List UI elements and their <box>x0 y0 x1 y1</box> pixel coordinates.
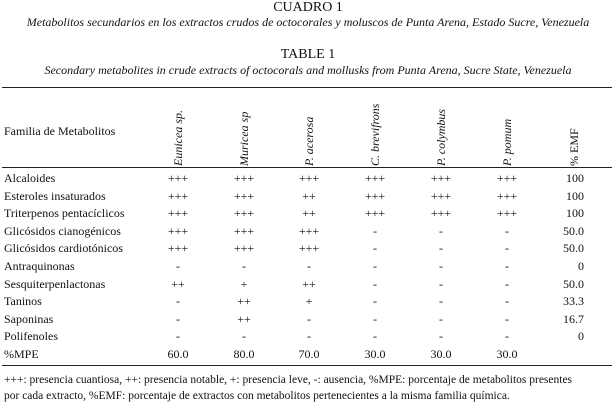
table-cell: +++ <box>496 206 518 221</box>
table-cell: ++ <box>237 311 251 326</box>
table-cell: +++ <box>430 171 452 185</box>
column-header-emf: % EMF <box>567 128 581 166</box>
table-cell: + <box>305 294 313 309</box>
table-cell: - <box>373 329 377 344</box>
mpe-row-label: %MPE <box>4 347 39 361</box>
table-cell: - <box>439 294 443 309</box>
table-cell: - <box>242 329 246 344</box>
emf-cell: 33.3 <box>563 294 584 309</box>
table-cell: + <box>240 276 248 291</box>
table-top-rule <box>2 87 612 88</box>
emf-cell: 16.7 <box>563 311 584 326</box>
table-cell: - <box>373 276 377 291</box>
column-header-p-colymbus: P. colymbus <box>434 108 448 166</box>
emf-cell: 0 <box>578 259 584 273</box>
column-header-p-acerosa: P. acerosa <box>302 116 316 166</box>
table-cell: - <box>505 241 509 256</box>
header-bottom-rule <box>2 167 612 168</box>
table-cell: +++ <box>233 206 255 221</box>
emf-cell: 0 <box>578 329 584 344</box>
table-cell: +++ <box>167 206 189 221</box>
table-cell: +++ <box>167 241 189 256</box>
row-label: Antraquinonas <box>4 259 75 273</box>
table-cell: - <box>176 311 180 326</box>
table-cell: +++ <box>364 171 386 185</box>
table-cell: +++ <box>496 171 518 185</box>
table-cell: ++ <box>237 294 251 309</box>
table-cell: - <box>439 223 443 238</box>
mpe-cell: 30.0 <box>364 347 386 361</box>
table-cell: +++ <box>364 188 386 203</box>
mpe-cell: 80.0 <box>233 347 255 361</box>
emf-cell: 50.0 <box>563 241 584 256</box>
table-cell: - <box>439 329 443 344</box>
table-cell: - <box>176 294 180 309</box>
table-cell: +++ <box>298 241 320 256</box>
cuadro-caption: Metabolitos secundarios en los extractos crudos de octocorales y moluscos de Punta Arena, Estado Sucre, Venezuela <box>26 15 590 29</box>
row-label: Glicósidos cianogénicos <box>4 223 121 238</box>
table-cell: +++ <box>298 171 320 185</box>
row-label: Glicósidos cardiotónicos <box>4 241 123 256</box>
table-cell: - <box>439 259 443 273</box>
mpe-cell: 60.0 <box>167 347 189 361</box>
table-cell: - <box>307 311 311 326</box>
table-cell: - <box>439 241 443 256</box>
table-cell: ++ <box>171 276 185 291</box>
table-cell: - <box>439 276 443 291</box>
table-cell: +++ <box>233 171 255 185</box>
table-cell: - <box>373 241 377 256</box>
table-caption: Secondary metabolites in crude extracts of octocorals and mollusks from Punta Arena, Sucre State, Venezuela <box>44 63 572 77</box>
table-cell: - <box>439 311 443 326</box>
table-cell: - <box>242 259 246 273</box>
family-column-header: Familia de Metabolitos <box>4 124 116 138</box>
mpe-cell: 30.0 <box>430 347 452 361</box>
table-cell: ++ <box>302 276 316 291</box>
table-cell: ++ <box>302 206 316 221</box>
table-cell: +++ <box>233 223 255 238</box>
table-cell: - <box>373 294 377 309</box>
column-header-eunicea: Eunicea sp. <box>171 110 185 166</box>
row-label: Polifenoles <box>4 329 58 344</box>
table-cell: +++ <box>167 188 189 203</box>
table-cell: - <box>176 329 180 344</box>
table-cell: - <box>176 259 180 273</box>
emf-cell: 50.0 <box>563 276 584 291</box>
table-cell: +++ <box>233 188 255 203</box>
table-title: TABLE 1 <box>280 47 336 62</box>
table-cell: +++ <box>298 223 320 238</box>
mpe-cell: 70.0 <box>298 347 320 361</box>
table-cell: - <box>373 311 377 326</box>
table-cell: - <box>505 311 509 326</box>
footnote-line-2: por cada extracto, %EMF: porcentaje de extractos con metabolitos pertenecientes a la misma familia química. <box>4 390 510 402</box>
table-cell: - <box>307 329 311 344</box>
table-cell: +++ <box>233 241 255 256</box>
table-cell: - <box>307 259 311 273</box>
table-cell: - <box>373 223 377 238</box>
mpe-cell: 30.0 <box>496 347 518 361</box>
table-cell: +++ <box>167 171 189 185</box>
cuadro-title: CUADRO 1 <box>273 0 343 15</box>
row-label: Sesquiterpenlactonas <box>4 276 106 291</box>
emf-cell: 100 <box>566 171 584 185</box>
emf-cell: 100 <box>566 188 584 203</box>
table-cell: +++ <box>364 206 386 221</box>
column-header-c-brevifrons: C. brevifrons <box>368 103 382 166</box>
table-cell: ++ <box>302 188 316 203</box>
table-cell: +++ <box>167 223 189 238</box>
table-bottom-rule <box>2 365 612 366</box>
row-label: Triterpenos pentacíclicos <box>4 206 125 221</box>
row-label: Alcaloides <box>4 171 56 185</box>
column-header-p-pomum: P. pomum <box>500 118 514 166</box>
table-cell: - <box>505 259 509 273</box>
row-label: Esteroles insaturados <box>4 188 106 203</box>
table-cell: - <box>505 276 509 291</box>
footnote-line-1: +++: presencia cuantiosa, ++: presencia notable, +: presencia leve, -: ausencia, %MPE: porcentaje de metabolitos presentes <box>4 374 573 386</box>
table-cell: +++ <box>496 188 518 203</box>
table-cell: +++ <box>430 206 452 221</box>
emf-cell: 100 <box>566 206 584 221</box>
table-cell: - <box>505 294 509 309</box>
table-cell: - <box>505 223 509 238</box>
emf-cell: 50.0 <box>563 223 584 238</box>
table-cell: - <box>505 329 509 344</box>
column-header-muricea: Muricea sp <box>237 111 251 166</box>
row-label: Taninos <box>4 294 42 309</box>
table-cell: +++ <box>430 188 452 203</box>
row-label: Saponinas <box>4 311 54 326</box>
table-cell: - <box>373 259 377 273</box>
